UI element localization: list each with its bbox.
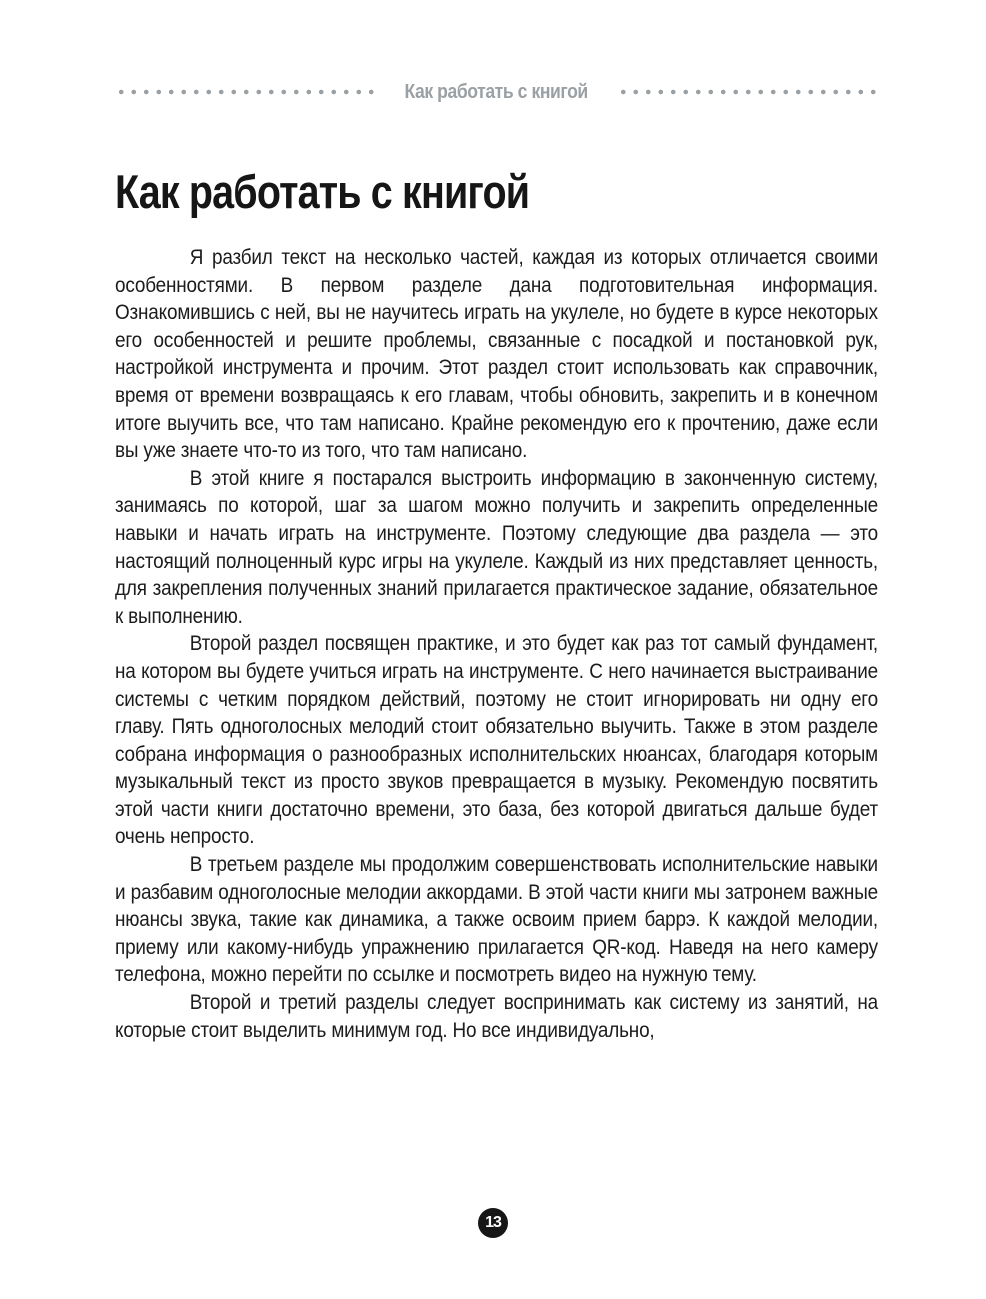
body-text (115, 244, 878, 1044)
body-paragraph: В этой книге я постарался выстроить информацию в законченную систему, занимаясь по которой, шаг за шагом можно получить и закрепить определенные навыки и начать играть на инструменте. Поэтому следующие два раздела — это настоящий полноценный курс игры на укулеле. Каждый из них представляет ценность, для закрепления полученных знаний прилагается практическое задание, обязательное к выполнению. (115, 465, 878, 628)
page-number-badge: 13 (478, 1208, 508, 1238)
page-title: Как работать с книгой (115, 165, 530, 218)
body-paragraph: Я разбил текст на несколько частей, каждая из которых отличается своими особенностями. В первом разделе дана подготовительная информация. Ознакомившись с ней, вы не научитесь играть на укулеле, но будете в курсе некоторых его особенностей и решите проблемы, связанные с посадкой и постановкой рук, настройкой инструмента и прочим. Этот раздел стоит использовать как справочник, время от времени возвращаясь к его главам, чтобы обновить, закрепить и в конечном итоге выучить все, что там написано. Крайне рекомендую его к прочтению, даже если вы уже знаете что-то из того, что там написано. (115, 245, 878, 463)
dotted-divider-left (115, 89, 376, 95)
running-header-title: Как работать с книгой (404, 80, 589, 103)
page-footer (0, 1208, 986, 1238)
running-header (115, 82, 878, 102)
dotted-divider-right (617, 89, 878, 95)
body-paragraph: В третьем разделе мы продолжим совершенствовать исполнительские навыки и разбавим одноголосные мелодии аккордами. В этой части книги мы затронем важные нюансы звука, такие как динамика, а также освоим прием баррэ. К каждой мелодии, приему или какому-нибудь упражнению прилагается QR-код. Наведя на него камеру телефона, можно перейти по ссылке и посмотреть видео на нужную тему. (115, 852, 878, 987)
body-paragraph: Второй раздел посвящен практике, и это будет как раз тот самый фундамент, на котором вы будете учиться играть на инструменте. С него начинается выстраивание системы с четким порядком действий, поэтому не стоит игнорировать ни одну его главу. Пять одноголосных мелодий стоит обязательно выучить. Также в этом разделе собрана информация о разнообразных исполнительских нюансах, благодаря которым музыкальный текст из просто звуков превращается в музыку. Рекомендую посвятить этой части книги достаточно времени, это база, без которой двигаться дальше будет очень непросто. (115, 631, 878, 849)
body-paragraph: Второй и третий разделы следует воспринимать как систему из занятий, на которые стоит выделить минимум год. Но все индивидуально, (115, 990, 878, 1042)
